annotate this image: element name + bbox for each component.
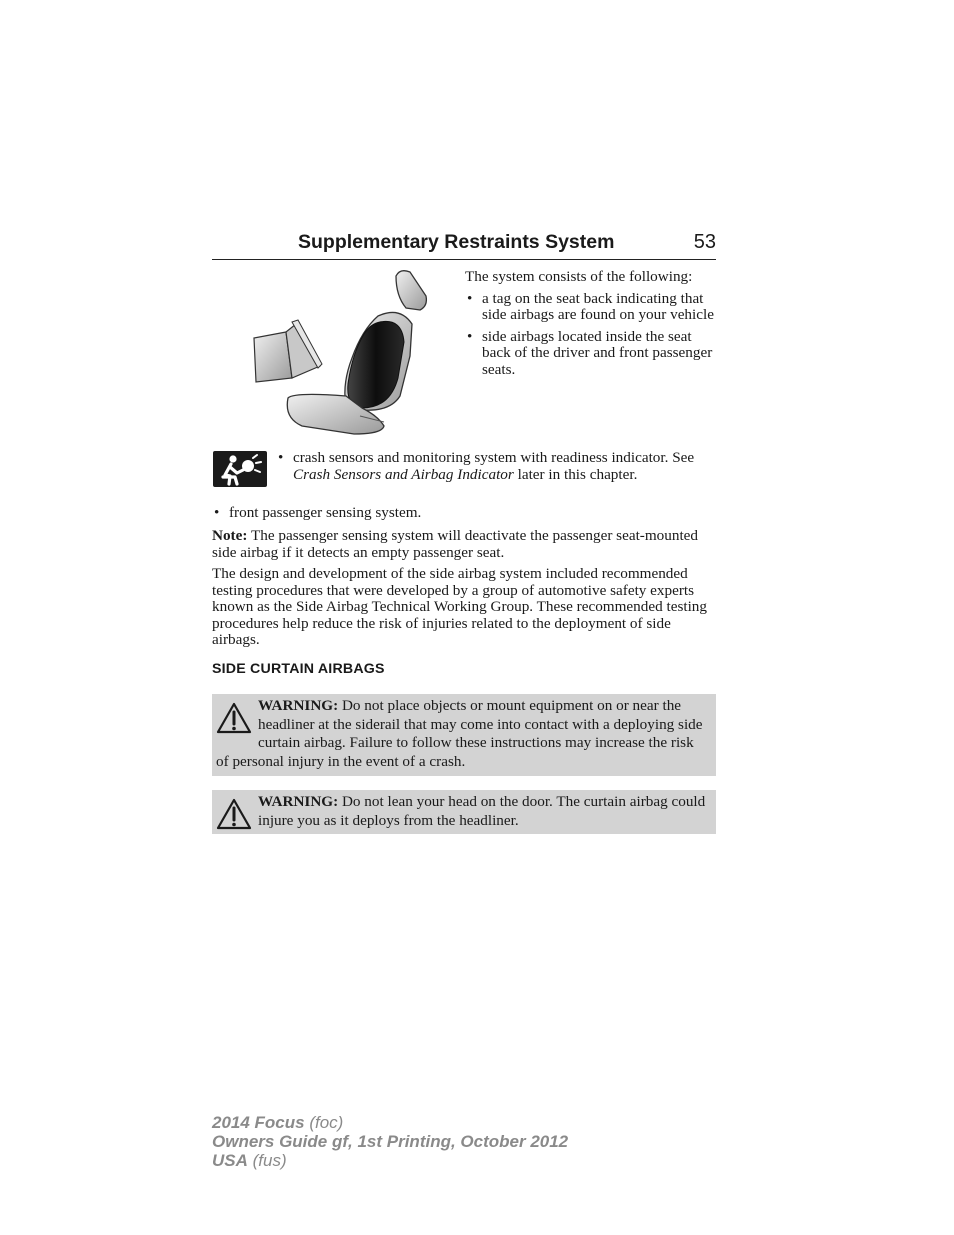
crash-text-before: crash sensors and monitoring system with readiness indicator. See (293, 449, 695, 466)
warning-label: WARNING: (258, 793, 339, 810)
warning-box (212, 694, 716, 776)
list-item (276, 450, 718, 483)
footer-line-printing (212, 1132, 568, 1151)
crash-text-after: later in this chapter. (513, 465, 638, 483)
list-item: • front passenger sensing system. (212, 505, 716, 522)
note-text: The passenger sensing system will deactivate the passenger seat-mounted side airbag if it detects an empty passenger seat. (212, 527, 698, 561)
note-label: Note: (212, 527, 248, 544)
list-item: • side airbags located inside the seat back of the driver and front passenger seats. (465, 329, 717, 379)
warning-box (212, 790, 716, 834)
seat-side-airbag-illustration (250, 266, 440, 438)
page-number: 53 (693, 231, 716, 253)
crash-sensors-reference: Crash Sensors and Airbag Indicator (293, 465, 514, 483)
footer-line-market (212, 1151, 568, 1170)
footer-line-model (212, 1113, 568, 1132)
footer-printing: Owners Guide gf, 1st Printing, October 2012 (212, 1132, 569, 1151)
warning-text: Do not lean your head on the door. The curtain airbag could injure you as it deploys from the headliner. (258, 793, 706, 829)
page-header (212, 229, 716, 260)
page-footer (212, 1113, 568, 1170)
design-paragraph: The design and development of the side airbag system included recommended testing procedures that were developed by a group of automotive safety experts known as the Side Airbag Technical Working Group. These recommended testing procedures help reduce the risk of injuries related to the deployment of side airbags. (212, 565, 707, 649)
footer-model-code: (foc) (304, 1113, 344, 1132)
intro-lead: The system consists of the following: (465, 268, 693, 285)
front-passenger-list (212, 505, 716, 527)
warning-triangle-icon (216, 701, 252, 735)
components-list (465, 291, 717, 379)
warning-text: Do not place objects or mount equipment on or near the headliner at the siderail that may come into contact with a deploying side curtain airbag. Failure to follow these instructions may increase the risk of personal injury in the event of a crash. (216, 697, 703, 770)
warning-triangle-icon (216, 797, 252, 831)
list-item: • a tag on the seat back indicating that side airbags are found on your vehicle (465, 291, 717, 324)
footer-model: 2014 Focus (212, 1113, 305, 1132)
footer-market: USA (212, 1151, 248, 1170)
system-components-intro (465, 269, 717, 384)
note-paragraph (212, 528, 716, 561)
page-title: Supplementary Restraints System (298, 231, 615, 253)
warning-label: WARNING: (258, 697, 339, 714)
crash-sensor-list (276, 450, 718, 488)
section-heading: SIDE CURTAIN AIRBAGS (212, 661, 385, 677)
airbag-warning-icon (213, 451, 267, 487)
footer-market-code: (fus) (247, 1151, 287, 1170)
